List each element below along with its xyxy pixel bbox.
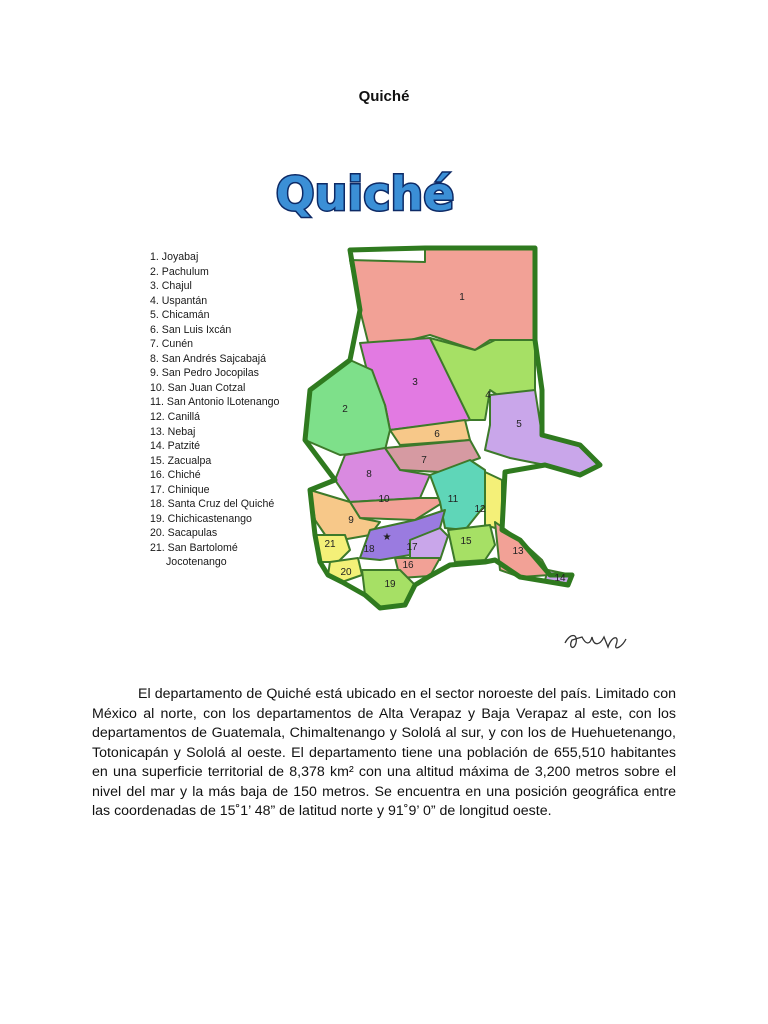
region-label: 17: [406, 542, 418, 553]
region-label: 5: [516, 419, 522, 430]
region-label: 1: [459, 292, 465, 303]
region-label: 9: [348, 515, 354, 526]
region-1: [350, 248, 535, 350]
legend-item: 19. Chichicastenango: [150, 512, 252, 525]
legend-item: 17. Chinique: [150, 483, 210, 496]
region-label: 10: [378, 494, 390, 505]
legend-item: 4. Uspantán: [150, 294, 208, 307]
region-label: 20: [340, 567, 352, 578]
region-label: 7: [421, 455, 427, 466]
region-label: 14: [554, 573, 566, 584]
legend-item: 13. Nebaj: [150, 425, 196, 438]
region-label: 11: [447, 494, 459, 505]
legend-item: 18. Santa Cruz del Quiché: [150, 498, 275, 511]
region-label: 16: [402, 560, 414, 571]
legend-item: 11. San Antonio lLotenango: [150, 396, 280, 409]
region-label: 4: [485, 390, 491, 401]
legend-item: 12. Canillá: [150, 411, 201, 424]
legend-item: 21. San Bartolomé: [150, 541, 238, 554]
artist-signature: [560, 625, 630, 655]
region-label: 21: [324, 539, 336, 550]
legend-item: 3. Chajul: [150, 280, 192, 293]
region-12: [485, 472, 502, 530]
legend-item: 8. San Andrés Sajcabajá: [150, 352, 267, 365]
legend-item: 5. Chicamán: [150, 309, 210, 322]
page-title: Quiché: [358, 88, 410, 105]
region-label: 18: [363, 544, 375, 555]
capital-star-icon: ★: [382, 532, 392, 543]
legend-item: 20. Sacapulas: [150, 527, 218, 540]
legend-item: 15. Zacualpa: [150, 454, 212, 467]
legend-item: 7. Cunén: [150, 338, 193, 351]
region-label: 13: [512, 546, 524, 557]
legend-item: 16. Chiché: [150, 469, 201, 482]
legend-item: 6. San Luis Ixcán: [150, 323, 232, 336]
map-header-logo: [270, 158, 460, 228]
region-label: 8: [366, 469, 372, 480]
legend-item: 2. Pachulum: [150, 265, 209, 278]
region-label: 2: [342, 404, 348, 415]
region-label: 19: [384, 579, 396, 590]
region-label: 15: [460, 536, 472, 547]
legend-item: 14. Patzité: [150, 440, 201, 453]
map-legend: [150, 250, 279, 570]
legend-item: 9. San Pedro Jocopilas: [150, 367, 259, 380]
quiche-map: [290, 240, 590, 620]
description-paragraph: El departamento de Quiché está ubicado en el sector noroeste del país. Limitado con México al norte, con los departamentos de Alta Verapaz y Baja Verapaz al este, con los departamentos de Guatemala, Chimaltenango y Sololá al sur, y con los de Huehuetenango, Totonicapán y Sololá al oeste. El departamento tiene una población de 655,510 habitantes en una superficie territorial de 8,378 km² con una altitud máxima de 3,200 metros sobre el nivel del mar y la más baja de 150 metros. Se encuentra en una posición geográfica entre las coordenadas de 15˚1’ 48” de latitud norte y 91˚9’ 0” de longitud oeste.: [92, 686, 676, 819]
region-label: 3: [412, 377, 418, 388]
region-label: 12: [474, 504, 486, 515]
legend-item: 1. Joyabaj: [150, 251, 199, 263]
map-header-text: Quiché: [275, 167, 455, 221]
legend-item: Jocotenango: [166, 556, 227, 569]
legend-item: 10. San Juan Cotzal: [150, 381, 246, 394]
region-label: 6: [434, 429, 440, 440]
